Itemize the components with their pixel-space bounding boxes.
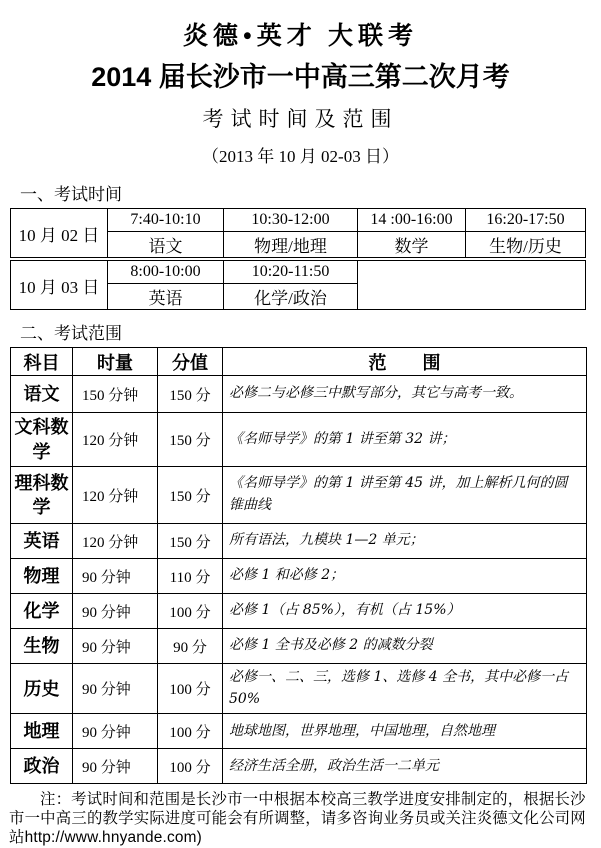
duration-cell: 120 分钟 <box>73 467 158 524</box>
scope-row-geography <box>11 714 587 749</box>
scope-cell: 地球地图，世界地理，中国地理，自然地理 <box>223 714 587 749</box>
duration-cell: 120 分钟 <box>73 524 158 559</box>
scope-row-politics <box>11 749 587 784</box>
subtitle: 考试时间及范围 <box>202 107 399 131</box>
column-header-scope: 范 围 <box>223 348 587 376</box>
subject-cell: 化学/政治 <box>224 284 358 310</box>
scope-cell: 所有语法，九模块 1—2 单元； <box>223 524 587 559</box>
subject-cell: 化学 <box>11 594 73 629</box>
time-cell: 16:20-17:50 <box>466 209 586 232</box>
score-cell: 100 分 <box>158 594 223 629</box>
scope-header-row <box>11 348 587 376</box>
scope-row-physics <box>11 559 587 594</box>
scope-cell: 必修 1（占 85%），有机（占 15%） <box>223 594 587 629</box>
page-title: 2014 届长沙市一中高三第二次月考 <box>91 62 510 92</box>
time-cell: 10:30-12:00 <box>224 209 358 232</box>
subject-cell: 英语 <box>11 524 73 559</box>
duration-cell: 120 分钟 <box>73 413 158 467</box>
score-cell: 150 分 <box>158 376 223 413</box>
column-header-duration: 时量 <box>73 348 158 376</box>
date-cell: 10 月 03 日 <box>11 259 108 310</box>
score-cell: 150 分 <box>158 413 223 467</box>
scope-cell: 必修 1 和必修 2； <box>223 559 587 594</box>
score-cell: 150 分 <box>158 467 223 524</box>
subject-cell: 生物 <box>11 629 73 664</box>
date-cell: 10 月 02 日 <box>11 209 108 260</box>
duration-cell: 90 分钟 <box>73 714 158 749</box>
scope-cell: 经济生活全册，政治生活一二单元 <box>223 749 587 784</box>
subject-cell: 物理/地理 <box>224 232 358 260</box>
score-cell: 90 分 <box>158 629 223 664</box>
scope-cell: 必修 1 全书及必修 2 的减数分裂 <box>223 629 587 664</box>
section-heading-exam-time: 一、考试时间 <box>20 185 122 204</box>
exam-time-table <box>10 208 586 310</box>
score-cell: 100 分 <box>158 749 223 784</box>
column-header-subject: 科目 <box>11 348 73 376</box>
scope-cell: 《名师导学》的第 1 讲至第 32 讲； <box>223 413 587 467</box>
subject-cell: 理科数学 <box>11 467 73 524</box>
score-cell: 100 分 <box>158 714 223 749</box>
scope-row-chinese <box>11 376 587 413</box>
score-cell: 100 分 <box>158 664 223 714</box>
scope-cell: 必修二与必修三中默写部分，其它与高考一致。 <box>223 376 587 413</box>
duration-cell: 90 分钟 <box>73 629 158 664</box>
score-cell: 150 分 <box>158 524 223 559</box>
time-cell: 10:20-11:50 <box>224 259 358 284</box>
duration-cell: 90 分钟 <box>73 559 158 594</box>
footer-note: 注：考试时间和范围是长沙市一中根据本校高三教学进度安排制定的，根据长沙市一中高三的教学实际进度可能会有所调整，请多咨询业务员或关注炎德文化公司网站http://www.hnyande.com) <box>9 791 586 846</box>
scope-row-history <box>11 664 587 714</box>
day1-time-row <box>11 209 586 232</box>
scope-row-chemistry <box>11 594 587 629</box>
subject-cell: 文科数学 <box>11 413 73 467</box>
scope-row-liberal-arts-math <box>11 413 587 467</box>
section-heading-exam-scope: 二、考试范围 <box>20 324 122 343</box>
time-cell: 8:00-10:00 <box>108 259 224 284</box>
scope-row-english <box>11 524 587 559</box>
subject-cell: 生物/历史 <box>466 232 586 260</box>
scope-cell: 必修一、二、三，选修 1、选修 4 全书，其中必修一占 50% <box>223 664 587 714</box>
scope-cell: 《名师导学》的第 1 讲至第 45 讲，加上解析几何的圆锥曲线 <box>223 467 587 524</box>
time-cell: 7:40-10:10 <box>108 209 224 232</box>
subject-cell: 地理 <box>11 714 73 749</box>
subject-cell: 语文 <box>11 376 73 413</box>
day2-time-row <box>11 259 586 284</box>
empty-cell <box>358 259 586 310</box>
date-line: （2013 年 10 月 02-03 日） <box>202 147 399 166</box>
exam-scope-table <box>10 347 587 784</box>
subject-cell: 数学 <box>358 232 466 260</box>
duration-cell: 90 分钟 <box>73 664 158 714</box>
subject-cell: 历史 <box>11 664 73 714</box>
time-cell: 14 :00-16:00 <box>358 209 466 232</box>
scope-row-biology <box>11 629 587 664</box>
scope-row-science-math <box>11 467 587 524</box>
subject-cell: 英语 <box>108 284 224 310</box>
subject-cell: 物理 <box>11 559 73 594</box>
score-cell: 110 分 <box>158 559 223 594</box>
duration-cell: 150 分钟 <box>73 376 158 413</box>
brand-title: 炎德•英才 大联考 <box>182 23 418 50</box>
subject-cell: 政治 <box>11 749 73 784</box>
duration-cell: 90 分钟 <box>73 594 158 629</box>
subject-cell: 语文 <box>108 232 224 260</box>
column-header-score: 分值 <box>158 348 223 376</box>
duration-cell: 90 分钟 <box>73 749 158 784</box>
